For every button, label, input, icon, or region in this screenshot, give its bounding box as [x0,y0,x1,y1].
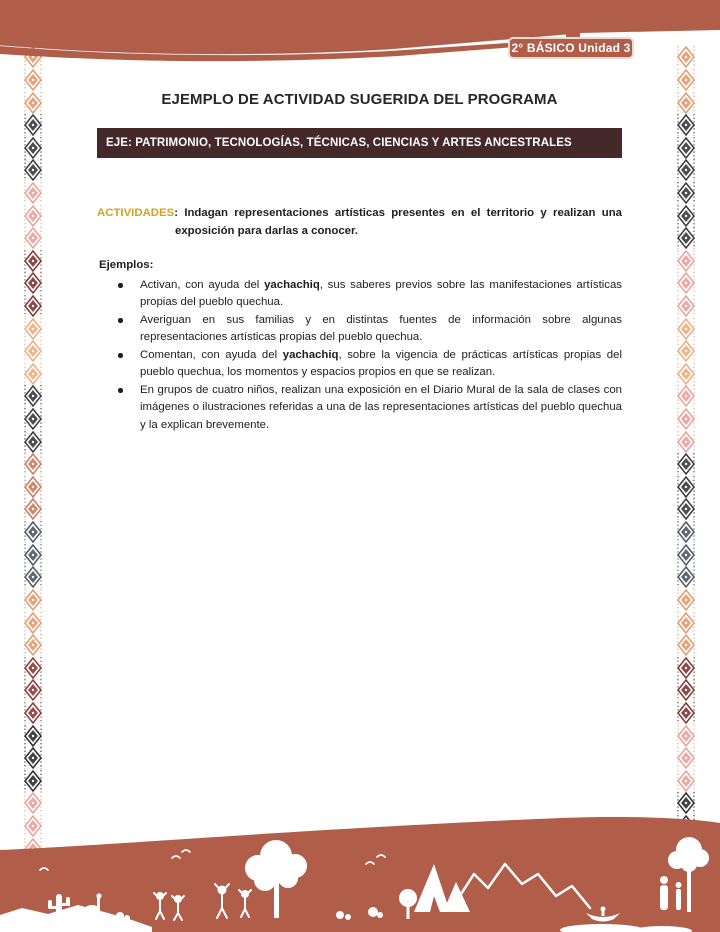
pattern-motif-icon [676,385,696,408]
pattern-motif-icon [23,770,43,793]
pattern-motif-icon [676,136,696,159]
unit-badge [508,37,634,59]
pattern-motif-icon [23,227,43,250]
pattern-motif-icon [23,69,43,92]
pattern-motif-icon [676,747,696,770]
examples-list [97,277,622,435]
pattern-motif-icon [676,408,696,431]
quechua-term: yachachiq [264,278,320,291]
bottom-landscape-illustration [0,812,720,932]
pattern-motif-icon [23,136,43,159]
pattern-motif-icon [676,634,696,657]
pattern-motif-icon [23,724,43,747]
pattern-motif-icon [676,204,696,227]
pattern-motif-icon [23,363,43,386]
pattern-motif-icon [23,634,43,657]
pattern-motif-icon [676,656,696,679]
pattern-motif-icon [23,430,43,453]
pattern-motif-icon [676,182,696,205]
example-item: En grupos de cuatro niños, realizan una exposición en el Diario Mural de la sala de clases con imágenes o ilustraciones referidas a una de las representaciones artísticas del pueblo quechua y la explican brevemente. [97,382,622,435]
pattern-motif-icon [676,679,696,702]
pattern-motif-icon [23,476,43,499]
activities-colon: : [174,207,179,219]
pattern-motif-icon [23,566,43,589]
activities-text: Indagan representaciones artísticas presentes en el territorio y realizan una exposición para darlas a conocer. [175,207,622,237]
activities-paragraph [97,205,622,240]
pattern-motif-icon [676,317,696,340]
eje-banner [97,128,622,158]
pattern-motif-icon [676,159,696,182]
pattern-motif-icon [676,114,696,137]
pattern-motif-icon [676,521,696,544]
pattern-motif-icon [676,543,696,566]
pattern-motif-icon [676,272,696,295]
pattern-motif-icon [23,91,43,114]
pattern-motif-icon [676,227,696,250]
pattern-motif-icon [676,589,696,612]
page-title: EJEMPLO DE ACTIVIDAD SUGERIDA DEL PROGRAMA [161,91,558,108]
pattern-motif-icon [676,340,696,363]
eje-banner-label: EJE: PATRIMONIO, TECNOLOGÍAS, TÉCNICAS, CIENCIAS Y ARTES ANCESTRALES [106,137,572,149]
pattern-motif-icon [23,611,43,634]
pattern-motif-icon [676,430,696,453]
andean-pattern-right-border [676,46,696,860]
pattern-motif-icon [676,770,696,793]
pattern-motif-icon [23,453,43,476]
pattern-motif-icon [23,679,43,702]
activities-label: ACTIVIDADES [97,207,175,219]
andean-pattern-left-border [23,46,43,860]
pattern-motif-icon [23,204,43,227]
example-item: Activan, con ayuda del yachachiq, sus saberes previos sobre las manifestaciones artísticas propias del pueblo quechua. [97,277,622,312]
pattern-motif-icon [676,91,696,114]
pattern-motif-icon [23,747,43,770]
pattern-motif-icon [676,249,696,272]
pattern-motif-icon [23,702,43,725]
example-item: Averiguan en sus familias y en distintas fuentes de información sobre algunas representaciones artísticas propias del pueblo quechua. [97,312,622,347]
pattern-motif-icon [23,159,43,182]
pattern-motif-icon [23,589,43,612]
pattern-motif-icon [676,611,696,634]
pattern-motif-icon [676,453,696,476]
pattern-motif-icon [23,340,43,363]
pattern-motif-icon [676,566,696,589]
pattern-motif-icon [23,385,43,408]
pattern-motif-icon [23,408,43,431]
pattern-motif-icon [23,656,43,679]
pattern-motif-icon [23,498,43,521]
examples-heading: Ejemplos: [99,259,154,271]
pattern-motif-icon [23,295,43,318]
pattern-motif-icon [23,182,43,205]
pattern-motif-icon [676,702,696,725]
unit-badge-label: 2° BÁSICO Unidad 3 [511,41,631,55]
pattern-motif-icon [23,249,43,272]
document-page [97,0,622,434]
pattern-motif-icon [676,295,696,318]
pattern-motif-icon [23,114,43,137]
pattern-motif-icon [23,317,43,340]
pattern-motif-icon [23,272,43,295]
pattern-motif-icon [23,521,43,544]
pattern-motif-icon [676,69,696,92]
pattern-motif-icon [676,363,696,386]
pattern-motif-icon [676,476,696,499]
pattern-motif-icon [676,498,696,521]
example-item: Comentan, con ayuda del yachachiq, sobre la vigencia de prácticas artísticas propias del pueblo quechua, los momentos y espacios propios en que se realizan. [97,347,622,382]
quechua-term: yachachiq [282,348,339,361]
pattern-motif-icon [676,724,696,747]
pattern-motif-icon [23,543,43,566]
